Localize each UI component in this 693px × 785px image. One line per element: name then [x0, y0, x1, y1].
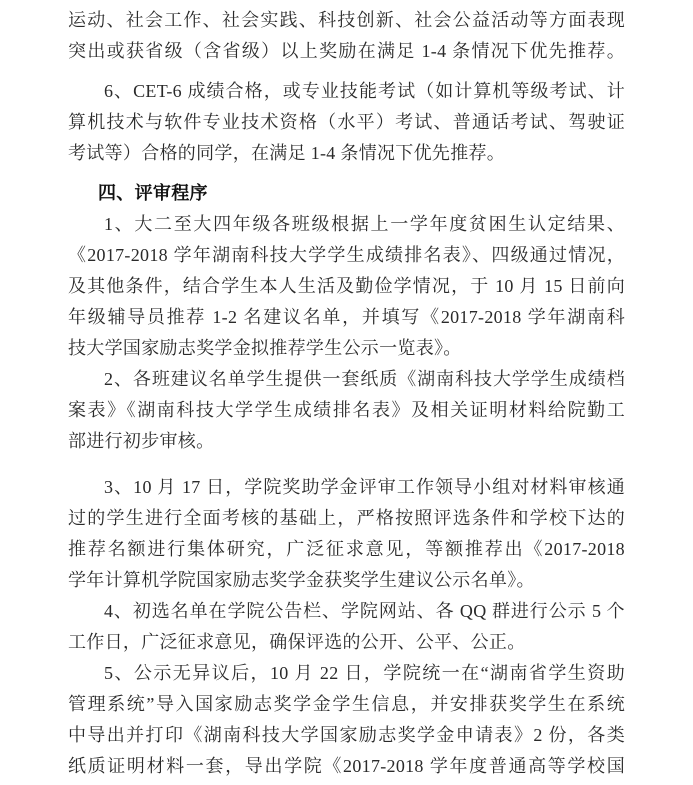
- text-line: 3、10 月 17 日，学院奖助学金评审工作领导小组对材料审核通: [104, 477, 625, 497]
- text-line: 学年计算机学院国家励志奖学金获奖学生建议公示名单》。: [68, 570, 535, 590]
- text-line: 4、初选名单在学院公告栏、学院网站、各 QQ 群进行公示 5 个: [104, 601, 625, 621]
- text-line: 《2017-2018 学年湖南科技大学学生成绩排名表》、四级通过情况，: [68, 245, 625, 265]
- text-line: 技大学国家励志奖学金拟推荐学生公示一览表》。: [68, 338, 462, 358]
- text-line: 算机技术与软件专业技术资格（水平）考试、普通话考试、驾驶证: [68, 112, 625, 132]
- text-line: 2、各班建议名单学生提供一套纸质《湖南科技大学学生成绩档: [104, 369, 625, 389]
- section-heading: 四、评审程序: [98, 183, 208, 203]
- text-line: 考试等）合格的同学，在满足 1-4 条情况下优先推荐。: [68, 143, 506, 163]
- text-line: 纸质证明材料一套，导出学院《2017-2018 学年度普通高等学校国: [68, 756, 625, 776]
- text-line: 1、大二至大四年级各班级根据上一学年度贫困生认定结果、: [104, 214, 625, 234]
- text-line: 中导出并打印《湖南科技大学国家励志奖学金申请表》2 份，各类: [68, 725, 625, 745]
- text-line: 运动、社会工作、社会实践、科技创新、社会公益活动等方面表现: [68, 10, 625, 30]
- text-line: 案表》《湖南科技大学学生成绩排名表》及相关证明材料给院勤工: [68, 400, 625, 420]
- text-line: 过的学生进行全面考核的基础上，严格按照评选条件和学校下达的: [68, 508, 625, 528]
- text-line: 管理系统”导入国家励志奖学金学生信息，并安排获奖学生在系统: [68, 694, 625, 714]
- text-line: 部进行初步审核。: [68, 431, 215, 451]
- text-line: 及其他条件，结合学生本人生活及勤俭学情况，于 10 月 15 日前向: [68, 276, 625, 296]
- text-line: 工作日，广泛征求意见，确保评选的公开、公平、公正。: [68, 632, 526, 652]
- text-line: 推荐名额进行集体研究，广泛征求意见，等额推荐出《2017-2018: [68, 539, 625, 559]
- text-line: 5、公示无异议后，10 月 22 日，学院统一在“湖南省学生资助: [104, 663, 625, 683]
- text-line: 年级辅导员推荐 1-2 名建议名单，并填写《2017-2018 学年湖南科: [68, 307, 625, 327]
- text-line: 6、CET-6 成绩合格，或专业技能考试（如计算机等级考试、计: [104, 81, 625, 101]
- text-line: 突出或获省级（含省级）以上奖励在满足 1-4 条情况下优先推荐。: [68, 41, 625, 61]
